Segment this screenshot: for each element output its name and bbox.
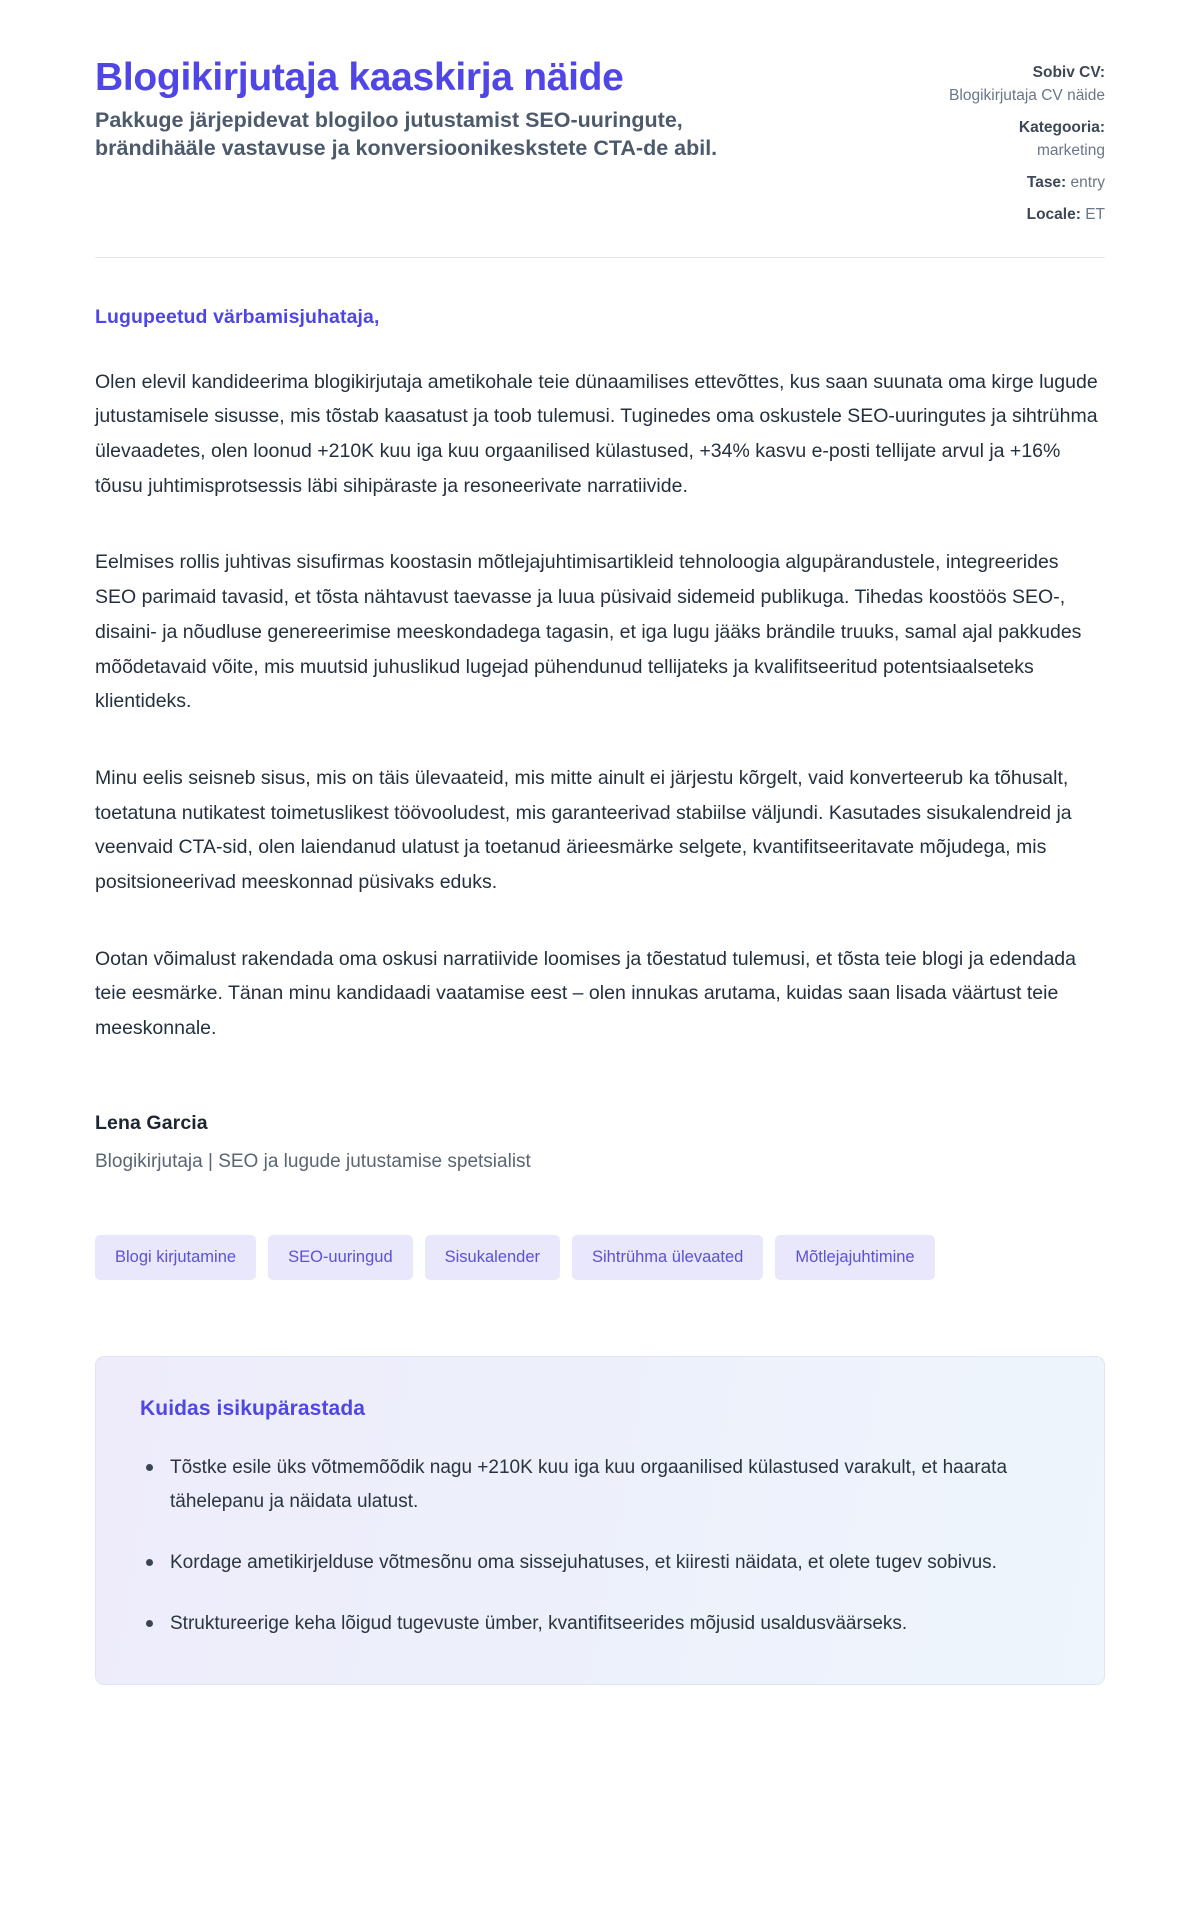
- letter-paragraph: Minu eelis seisneb sisus, mis on täis ülevaateid, mis mitte ainult ei järjestu kõrgelt, vaid konverteerub ka tõhusalt, toetatuna nutikatest toimetuslikest töövooludest, mis garanteerivad stabiilse väljundi. Kasutades sisukalendreid ja veenvaid CTA-sid, olen laiendanud ulatust ja toetanud ärieesmärke selgete, kvantifitseeritavate mõjudega, mis positsioneerivad meeskonnad püsivaks eduks.: [95, 766, 1072, 894]
- header-meta-block: [905, 56, 1105, 227]
- signature-name: Lena Garcia: [95, 1111, 208, 1134]
- skill-chip[interactable]: Sihtrühma ülevaated: [572, 1235, 763, 1281]
- letter-paragraph: Eelmises rollis juhtivas sisufirmas koostasin mõtlejajuhtimisartikleid tehnoloogia algupärandustele, integreerides SEO parimaid tavasid, et tõsta nähtavust taevasse ja luua püsivaid sidemeid publikuga. Tihedas koostöös SEO-, disaini- ja nõudluse genereerimise meeskondadega tagasin, et iga lugu jääks brändile truuks, samal ajal pakkudes mõõdetavaid võite, mis muutsid juhuslikud lugejad pühendunud tellijateks ja kvalifitseeritud potentsiaalseteks klientideks.: [95, 551, 1082, 713]
- meta-label-matching-cv: Sobiv CV:: [1032, 64, 1105, 81]
- meta-row-category: [905, 117, 1105, 163]
- tip-list-item: Kordage ametikirjelduse võtmesõnu oma sissejuhatuses, et kiiresti näidata, et olete tugev sobivus.: [140, 1546, 1060, 1579]
- signature-block: [95, 1112, 1105, 1173]
- meta-value-locale: ET: [1085, 205, 1105, 223]
- letter-paragraph: Ootan võimalust rakendada oma oskusi narratiivide loomises ja tõestatud tulemusi, et tõsta teie blogi ja edendada teie eesmärke. Tänan minu kandidaadi vaatamise eest – olen innukas arutama, kuidas saan lisada väärtust teie meeskonnale.: [95, 947, 1076, 1040]
- meta-value-category: marketing: [1036, 141, 1105, 159]
- skill-chip-list: [95, 1235, 1105, 1281]
- page-subtitle: Pakkuge järjepidevat blogiloo jutustamist SEO-uuringute, brändihääle vastavuse ja konversioonikeskstete CTA-de abil.: [95, 107, 718, 161]
- meta-value-level: entry: [1070, 173, 1105, 191]
- meta-label-level: Tase:: [1026, 173, 1067, 191]
- meta-label-locale: Locale:: [1026, 205, 1081, 223]
- skill-chip[interactable]: Sisukalender: [425, 1235, 560, 1281]
- meta-label-category: Kategooria:: [1018, 118, 1105, 136]
- tip-list-item: Tõstke esile üks võtmemõõdik nagu +210K kuu iga kuu orgaanilised külastused varakult, et haarata tähelepanu ja näidata ulatust.: [140, 1451, 1060, 1518]
- header-title-block: [95, 56, 795, 163]
- meta-row-matching-cv: [905, 62, 1105, 108]
- skill-chip[interactable]: Blogi kirjutamine: [95, 1235, 256, 1281]
- document-header: [95, 56, 1105, 249]
- letter-paragraph: Olen elevil kandideerima blogikirjutaja ametikohale teie dünaamilises ettevõttes, kus saan suunata oma kirge lugude jutustamisele sisusse, mis tõstab kaasatust ja toob tulemusi. Tuginedes oma oskustele SEO-uuringutes ja sihtrühma ülevaadetes, olen loonud +210K kuu iga kuu orgaanilised külastused, +34% kasvu e-posti tellijate arvul ja +16% tõusu juhtimisprotsessis läbi sihipäraste ja resoneerivate narratiivide.: [95, 370, 1098, 497]
- tip-list-item: Struktureerige keha lõigud tugevuste ümber, kvantifitseerides mõjusid usaldusväärseks.: [140, 1607, 1060, 1640]
- tips-title: Kuidas isikupärastada: [140, 1397, 366, 1421]
- tips-list: [140, 1451, 1060, 1640]
- skill-chip[interactable]: Mõtlejajuhtimine: [775, 1235, 934, 1281]
- meta-value-matching-cv: Blogikirjutaja CV näide: [949, 86, 1105, 104]
- page-title: Blogikirjutaja kaaskirja näide: [95, 56, 624, 99]
- salutation: Lugupeetud värbamisjuhataja,: [95, 305, 380, 328]
- skill-chip[interactable]: SEO-uuringud: [268, 1235, 413, 1281]
- personalization-tips-panel: [95, 1356, 1105, 1685]
- meta-row-level: [905, 172, 1105, 195]
- signature-role: Blogikirjutaja | SEO ja lugude jutustamise spetsialist: [95, 1150, 531, 1172]
- letter-body: [95, 258, 1105, 1686]
- meta-row-locale: [905, 204, 1105, 227]
